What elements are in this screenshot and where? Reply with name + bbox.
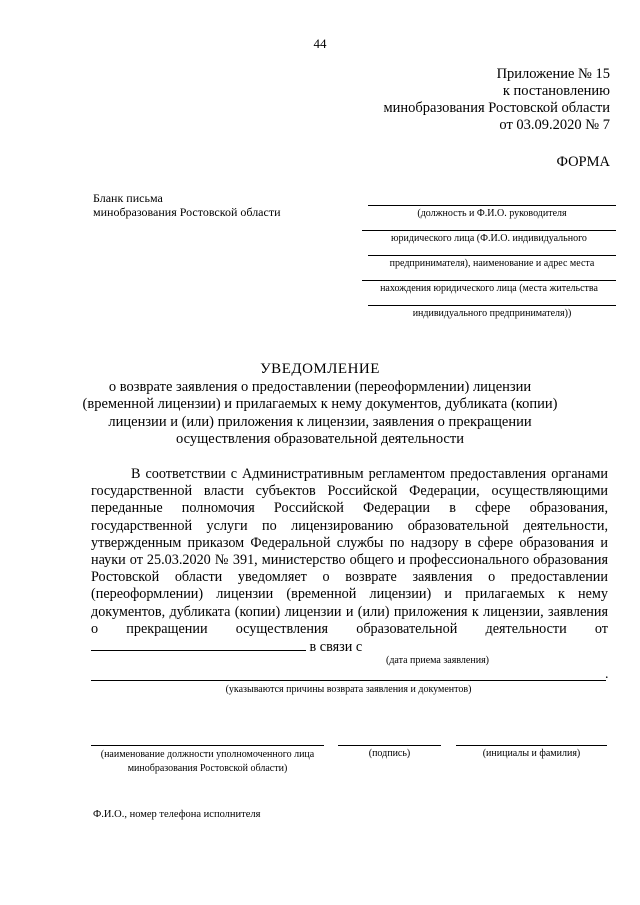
- title-line: о возврате заявления о предоставлении (переоформлении) лицензии: [108, 378, 532, 395]
- executor-info: Ф.И.О., номер телефона исполнителя: [93, 809, 261, 820]
- signature-blank-field[interactable]: [338, 745, 441, 746]
- signature-caption: (подпись): [368, 748, 411, 759]
- position-caption: [80, 748, 335, 776]
- appendix-line: минобразования Ростовской области: [383, 100, 610, 116]
- page-number: 44: [313, 36, 327, 51]
- addressee-line: юридического лица (Ф.И.О. индивидуального: [362, 230, 616, 255]
- body-tail: в связи с: [309, 639, 363, 656]
- document-title: [60, 361, 580, 449]
- addressee-line: предпринимателя), наименование и адрес места: [368, 255, 616, 280]
- initials-caption: (инициалы и фамилия): [482, 748, 581, 759]
- appendix-line: от 03.09.2020 № 7: [499, 117, 610, 133]
- appendix-line: Приложение № 15: [496, 66, 610, 82]
- appendix-block: [383, 66, 610, 134]
- letterhead-placeholder: [93, 191, 281, 219]
- title-line: лицензии и (или) приложения к лицензии, заявления о прекращении: [108, 413, 532, 430]
- title-line: (временной лицензии) и прилагаемых к нему документов, дубликата (копии): [82, 396, 558, 412]
- position-blank-field[interactable]: [91, 745, 324, 746]
- body-paragraph: [91, 466, 608, 656]
- reasons-caption: (указываются причины возврата заявления и документов): [225, 684, 472, 695]
- reasons-blank-field[interactable]: [91, 680, 606, 681]
- end-period: .: [605, 667, 609, 682]
- initials-blank-field[interactable]: [456, 745, 607, 746]
- appendix-line: к постановлению: [502, 83, 610, 99]
- body-text: В соответствии с Административным регламентом предоставления органами государственной власти субъектов Российской Федерации, осуществляющими переданные полномочия Российской Федерации в сфере образования, государственной услуги по лицензированию образовательной деятельности, утвержденным приказом Федеральной службы по надзору в сфере образования и науки от 25.03.2020 № 391, министерство общего и профессионального образования Ростовской области уведомляет о возврате заявления о предоставлении (переоформлении) лицензии (временной лицензии) и прилагаемых к нему документов, дубликата (копии) лицензии и (или) приложения к лицензии, заявления о прекращении осуществления образовательной деятельности от: [91, 466, 608, 637]
- letterhead-line: Бланк письма: [93, 191, 163, 205]
- letterhead-line: минобразования Ростовской области: [93, 205, 281, 219]
- date-blank-field[interactable]: [91, 638, 306, 651]
- addressee-line: нахождения юридического лица (места жительства: [362, 280, 616, 305]
- addressee-line: индивидуального предпринимателя)): [368, 305, 616, 330]
- position-caption-line: (наименование должности уполномоченного лица: [100, 749, 315, 760]
- position-caption-line: минобразования Ростовской области): [127, 763, 288, 774]
- date-caption: (дата приема заявления): [385, 655, 489, 666]
- addressee-line: (должность и Ф.И.О. руководителя: [368, 205, 616, 230]
- title-main: УВЕДОМЛЕНИЕ: [260, 361, 380, 377]
- title-line: осуществления образовательной деятельности: [176, 431, 464, 447]
- addressee-block: [362, 205, 616, 330]
- form-label: ФОРМА: [556, 154, 610, 170]
